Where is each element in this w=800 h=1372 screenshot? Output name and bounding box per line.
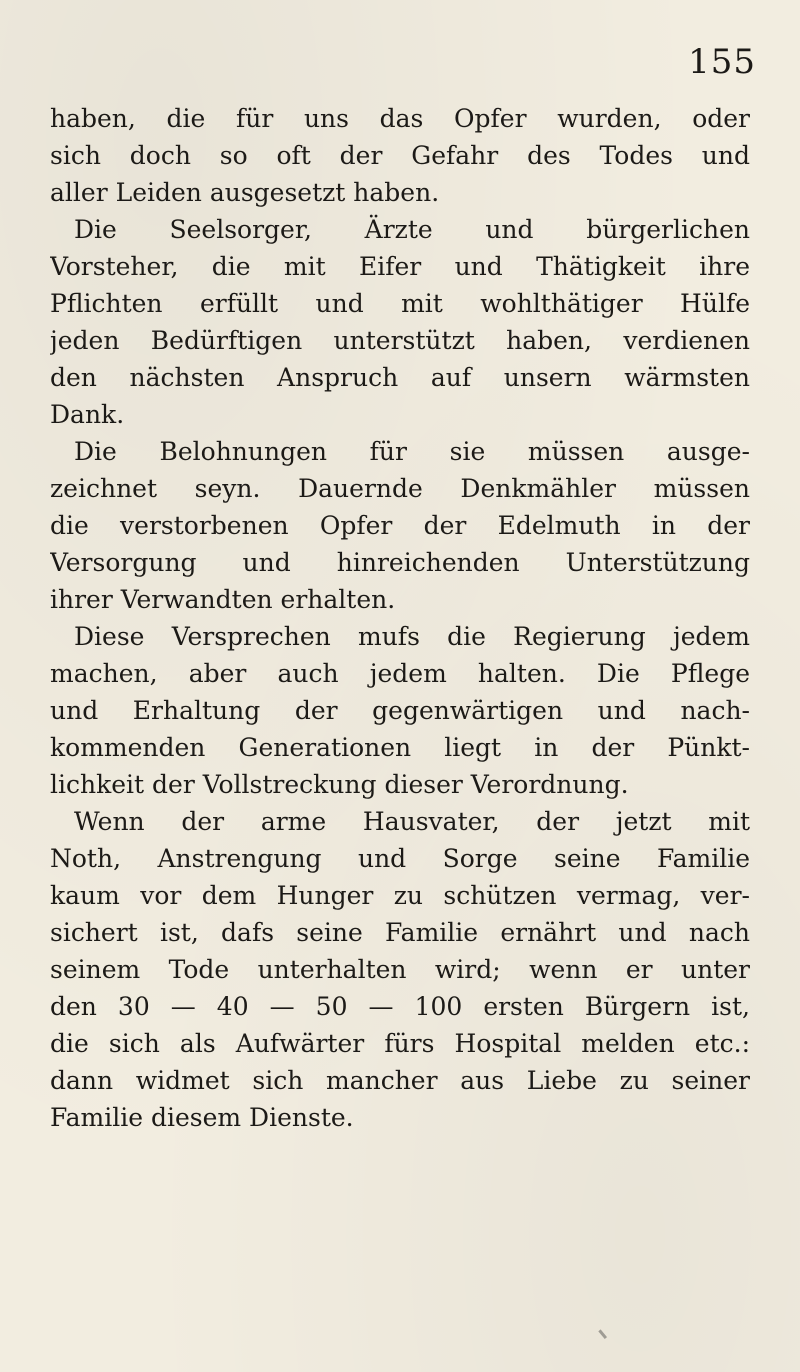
text-line-20: Wenn der arme Hausvater, der jetzt mit bbox=[74, 807, 750, 836]
text-line-27: dann widmet sich mancher aus Liebe zu seiner bbox=[50, 1066, 750, 1095]
text-line-22: kaum vor dem Hunger zu schützen vermag, ver- bbox=[50, 881, 750, 910]
text-line-16: machen, aber auch jedem halten. Die Pflege bbox=[50, 659, 750, 688]
text-line-26: die sich als Aufwärter fürs Hospital melden etc.: bbox=[50, 1029, 750, 1058]
text-line-2: sich doch so oft der Gefahr des Todes und bbox=[50, 141, 750, 170]
text-line-21: Noth, Anstrengung und Sorge seine Familie bbox=[50, 844, 750, 873]
text-line-10: Die Belohnungen für sie müssen ausge- bbox=[74, 437, 750, 466]
text-line-5: Vorsteher, die mit Eifer und Thätigkeit ihre bbox=[50, 252, 750, 281]
text-line-25: den 30 — 40 — 50 — 100 ersten Bürgern ist, bbox=[50, 992, 750, 1021]
text-line-24: seinem Tode unterhalten wird; wenn er unter bbox=[50, 955, 750, 984]
text-line-9: Dank. bbox=[50, 400, 125, 429]
text-line-17: und Erhaltung der gegenwärtigen und nach- bbox=[50, 696, 750, 725]
text-line-19: lichkeit der Vollstreckung dieser Verordnung. bbox=[50, 770, 629, 799]
text-line-14: ihrer Verwandten erhalten. bbox=[50, 585, 396, 614]
text-line-23: sichert ist, dafs seine Familie ernährt und nach bbox=[50, 918, 750, 947]
page-number: 155 bbox=[688, 42, 756, 82]
text-line-28: Familie diesem Dienste. bbox=[50, 1103, 354, 1132]
text-line-13: Versorgung und hinreichenden Unterstützung bbox=[50, 548, 750, 577]
ink-mark bbox=[598, 1323, 614, 1339]
text-line-3: aller Leiden ausgesetzt haben. bbox=[50, 178, 440, 207]
text-line-18: kommenden Generationen liegt in der Pünkt- bbox=[50, 733, 750, 762]
text-line-1: haben, die für uns das Opfer wurden, oder bbox=[50, 104, 750, 133]
text-line-15: Diese Versprechen mufs die Regierung jedem bbox=[74, 622, 750, 651]
text-line-4: Die Seelsorger, Ärzte und bürgerlichen bbox=[74, 215, 750, 244]
text-line-11: zeichnet seyn. Dauernde Denkmähler müssen bbox=[50, 474, 750, 503]
body-text bbox=[50, 100, 750, 1136]
text-line-12: die verstorbenen Opfer der Edelmuth in der bbox=[50, 511, 750, 540]
text-line-7: jeden Bedürftigen unterstützt haben, verdienen bbox=[50, 326, 750, 355]
text-line-6: Pflichten erfüllt und mit wohlthätiger Hülfe bbox=[50, 289, 750, 318]
text-line-8: den nächsten Anspruch auf unsern wärmsten bbox=[50, 363, 750, 392]
